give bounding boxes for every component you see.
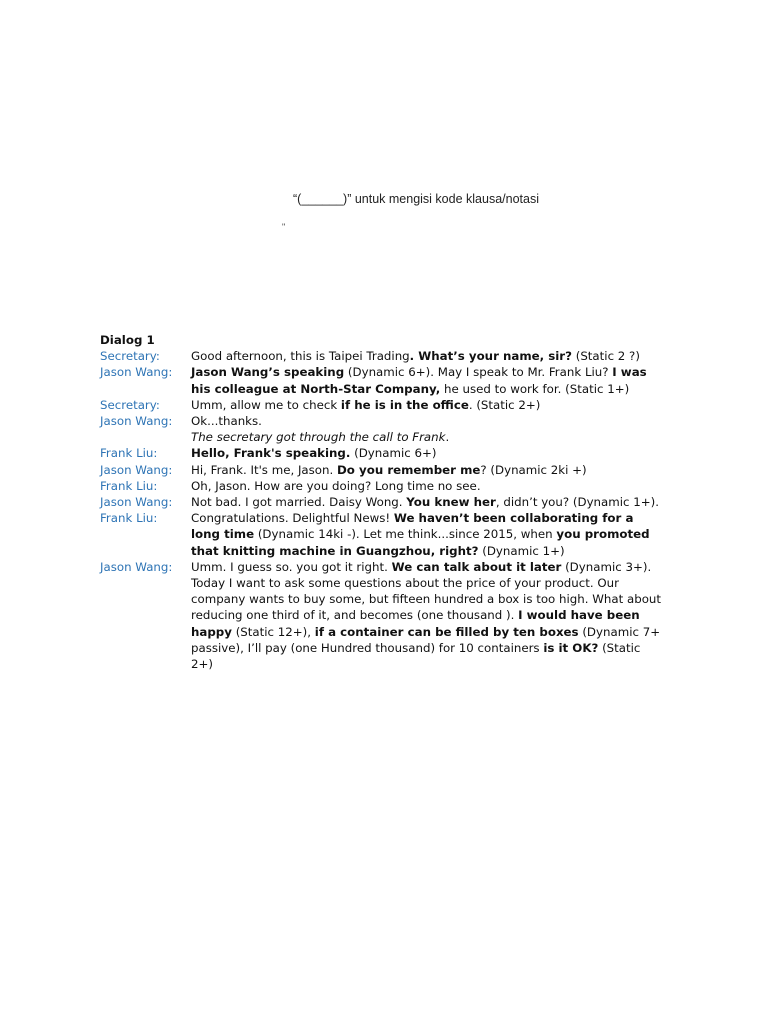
highlighted-clause: We haven’t been collaborating for a long time [191,511,634,542]
dialog-text [191,462,666,478]
text-segment: . (Static 2+) [468,397,541,412]
speaker-label: Frank Liu: [100,478,158,493]
dialog-text [191,559,666,672]
dialog-text [191,429,666,445]
highlighted-clause: I would have been happy [191,608,640,639]
instruction-note: “(______)” untuk mengisi kode klausa/notasi [293,192,539,206]
dialog-lines [100,348,680,672]
highlighted-clause: is it OK? [543,640,599,655]
dialog-row [100,429,680,445]
text-segment: (Dynamic 7+ passive), I’ll pay (one Hundred thousand) for 10 containers [191,624,661,655]
text-segment: (Static 2 ?) [571,349,640,364]
text-segment: Umm, allow me to check [191,397,341,412]
dialog-row [100,413,680,429]
highlighted-clause: Do you remember me [337,462,481,477]
highlighted-clause: . What’s your name, sir? [409,349,572,364]
text-segment: Umm. I guess so. you got it right. [191,559,392,574]
dialog-row [100,510,680,559]
dialog-row [100,364,680,396]
dialog-text [191,494,666,510]
dialog-row [100,559,680,672]
highlighted-clause: Hello, Frank's speaking. [191,446,351,461]
text-segment: (Dynamic 6+). May I speak to Mr. Frank Liu? [344,365,613,380]
text-segment: Not bad. I got married. Daisy Wong. [191,495,407,510]
speaker-label: Secretary: [100,397,160,412]
highlighted-clause: if a container can be filled by ten boxes [314,624,579,639]
highlighted-clause: you promoted that knitting machine in Guangzhou, right? [191,527,650,558]
dialog-row [100,445,680,461]
text-segment: (Static 2+) [191,640,641,672]
dialog-text [191,445,666,461]
text-segment: (Dynamic 1+) [478,543,565,558]
text-segment: (Dynamic 14ki -). Let me think...since 2015, when [254,527,557,542]
dialog-text [191,510,666,559]
speaker-label: Jason Wang: [100,462,173,477]
text-segment: he used to work for. (Static 1+) [440,381,630,396]
text-segment: , didn’t you? (Dynamic 1+). [495,495,660,510]
highlighted-clause: We can talk about it later [391,559,562,574]
text-segment: Oh, Jason. How are you doing? Long time no see. [191,478,481,493]
speaker-label: Jason Wang: [100,495,173,510]
speaker-label: Frank Liu: [100,511,158,526]
highlighted-clause: Jason Wang’s speaking [191,365,345,380]
dialog-text [191,364,666,396]
text-segment: (Dynamic 6+) [350,446,437,461]
dialog-text [191,413,666,429]
highlighted-clause: You knew her [406,495,496,510]
dialog-section [100,332,680,672]
dialog-row [100,478,680,494]
highlighted-clause: if he is in the office [340,397,469,412]
dialog-row [100,348,680,364]
text-segment: The secretary got through the call to Frank [191,430,446,445]
text-segment: ? (Dynamic 2ki +) [480,462,587,477]
speaker-label [100,429,191,445]
text-segment: (Static 12+), [231,624,315,639]
dialog-row [100,397,680,413]
text-segment: . [445,430,450,445]
dialog-row [100,494,680,510]
speaker-label: Jason Wang: [100,414,173,429]
text-segment: Congratulations. Delightful News! [191,511,394,526]
dialog-text [191,397,666,413]
text-segment: Good afternoon, this is Taipei Trading [191,349,410,364]
highlighted-clause: I was his colleague at North-Star Company, [191,365,647,396]
quote-mark: " [282,222,286,232]
dialog-title: Dialog 1 [100,333,155,347]
speaker-label: Jason Wang: [100,365,173,380]
dialog-row [100,462,680,478]
text-segment: Ok...thanks. [191,414,262,429]
speaker-label: Jason Wang: [100,559,173,574]
speaker-label: Secretary: [100,349,160,364]
text-segment: Hi, Frank. It's me, Jason. [191,462,338,477]
dialog-text [191,348,666,364]
dialog-text [191,478,666,494]
text-segment: (Dynamic 3+). Today I want to ask some questions about the price of your product. Our company wants to buy some, but fifteen hundred a box is too high. What about reducing one third of it, and becomes (one thousand ). [191,559,662,623]
speaker-label: Frank Liu: [100,446,158,461]
